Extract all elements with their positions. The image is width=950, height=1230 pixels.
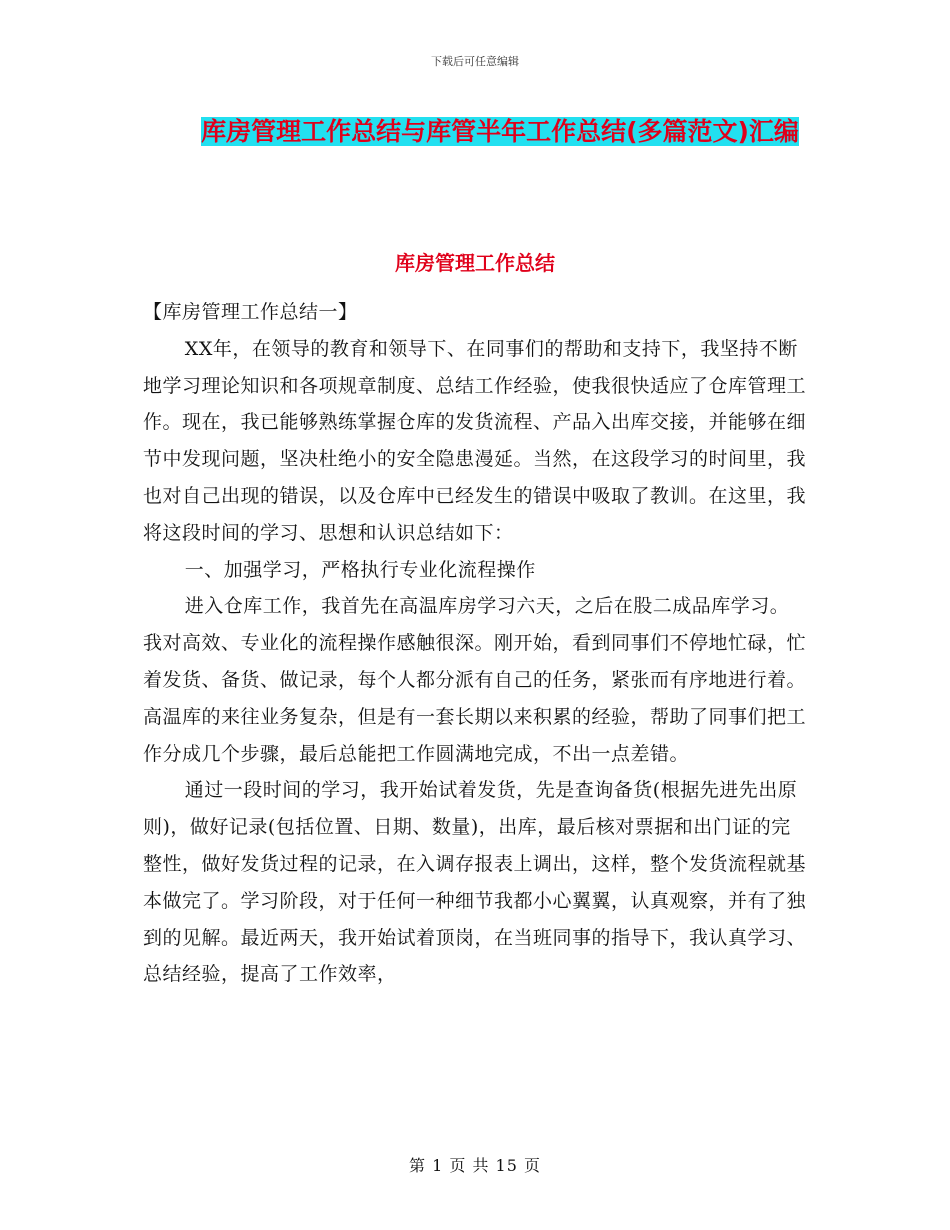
paragraph: XX年，在领导的教育和领导下、在同事们的帮助和支持下，我坚持不断地学习理论知识和各项规章制度、总结工作经验，使我很快适应了仓库管理工作。现在，我已能够熟练掌握仓库的发货流程、产品入出库交接，并能够在细节中发现问题，坚决杜绝小的安全隐患漫延。当然，在这段学习的时间里，我也对自己出现的错误，以及仓库中已经发生的错误中吸取了教训。在这里，我将这段时间的学习、思想和认识总结如下： [143, 337, 807, 544]
paragraph: 【库房管理工作总结一】 [143, 301, 358, 323]
document-title [190, 110, 810, 154]
paragraph: 进入仓库工作，我首先在高温库房学习六天，之后在股二成品库学习。我对高效、专业化的流程操作感触很深。刚开始，看到同事们不停地忙碌，忙着发货、备货、做记录，每个人都分派有自己的任务，紧张而有序地进行着。高温库的来往业务复杂，但是有一套长期以来积累的经验，帮助了同事们把工作分成几个步骤，最后总能把工作圆满地完成，不出一点差错。 [143, 595, 807, 765]
paragraph: 通过一段时间的学习，我开始试着发货，先是查询备货(根据先进先出原则)，做好记录(包括位置、日期、数量)，出库，最后核对票据和出门证的完整性，做好发货过程的记录，在入调存报表上调出，这样，整个发货流程就基本做完了。学习阶段，对于任何一种细节我都小心翼翼，认真观察，并有了独到的见解。最近两天，我开始试着顶岗，在当班同事的指导下，我认真学习、总结经验，提高了工作效率， [143, 779, 807, 986]
section-title: 库房管理工作总结 [395, 251, 555, 275]
page-footer: 第 1 页 共 15 页 [409, 1156, 541, 1175]
header-note: 下载后可任意编辑 [431, 55, 519, 68]
paragraph: 一、加强学习，严格执行专业化流程操作 [184, 558, 536, 581]
document-title-text: 库房管理工作总结与库管半年工作总结(多篇范文)汇编 [201, 117, 799, 146]
document-body [143, 294, 808, 993]
